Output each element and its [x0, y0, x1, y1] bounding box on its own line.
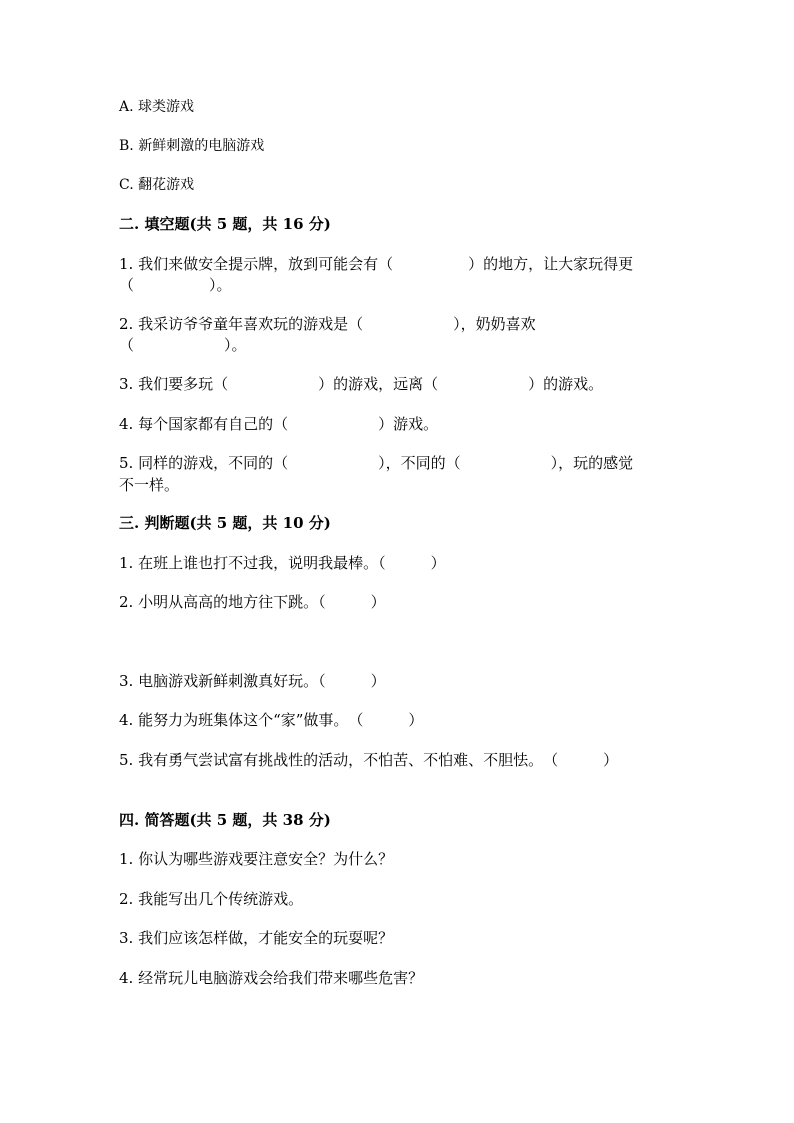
short-q2: 2. 我能写出几个传统游戏。 [119, 890, 304, 908]
option-c: C. 翻花游戏 [119, 177, 195, 193]
fill-q5-line2: 不一样。 [119, 476, 180, 494]
fill-q5-line1: 5. 同样的游戏，不同的（ ），不同的（ ），玩的感觉 [119, 454, 634, 472]
fill-q2-line1: 2. 我采访爷爷童年喜欢玩的游戏是（ ），奶奶喜欢 [119, 315, 536, 333]
fill-q1-line2: （ ）。 [119, 276, 232, 294]
section2-heading: 二. 填空题(共 5 题，共 16 分) [119, 215, 331, 233]
short-q3: 3. 我们应该怎样做，才能安全的玩耍呢？ [119, 929, 394, 947]
fill-q3: 3. 我们要多玩（ ）的游戏，远离（ ）的游戏。 [119, 375, 604, 393]
judge-q5: 5. 我有勇气尝试富有挑战性的活动，不怕苦、不怕难、不胆怯。 （ ） [119, 751, 619, 769]
fill-q2-line2: （ ）。 [119, 336, 247, 354]
short-q4: 4. 经常玩儿电脑游戏会给我们带来哪些危害？ [119, 969, 424, 987]
short-q1: 1. 你认为哪些游戏要注意安全？为什么？ [119, 850, 394, 868]
judge-q2: 2. 小明从高高的地方往下跳。（ ） [119, 593, 386, 611]
judge-q3: 3. 电脑游戏新鲜刺激真好玩。（ ） [119, 672, 386, 690]
option-a: A. 球类游戏 [119, 99, 195, 115]
section4-heading: 四. 简答题(共 5 题，共 38 分) [119, 811, 331, 829]
option-b: B. 新鲜刺激的电脑游戏 [119, 138, 265, 154]
judge-q4: 4. 能努力为班集体这个“家”做事。 （ ） [119, 711, 424, 729]
fill-q4: 4. 每个国家都有自己的（ ）游戏。 [119, 415, 439, 433]
section3-heading: 三. 判断题(共 5 题，共 10 分) [119, 514, 331, 532]
judge-q1: 1. 在班上谁也打不过我，说明我最棒。（ ） [119, 554, 446, 572]
fill-q1-line1: 1. 我们来做安全提示牌，放到可能会有（ ）的地方，让大家玩得更 [119, 255, 634, 273]
